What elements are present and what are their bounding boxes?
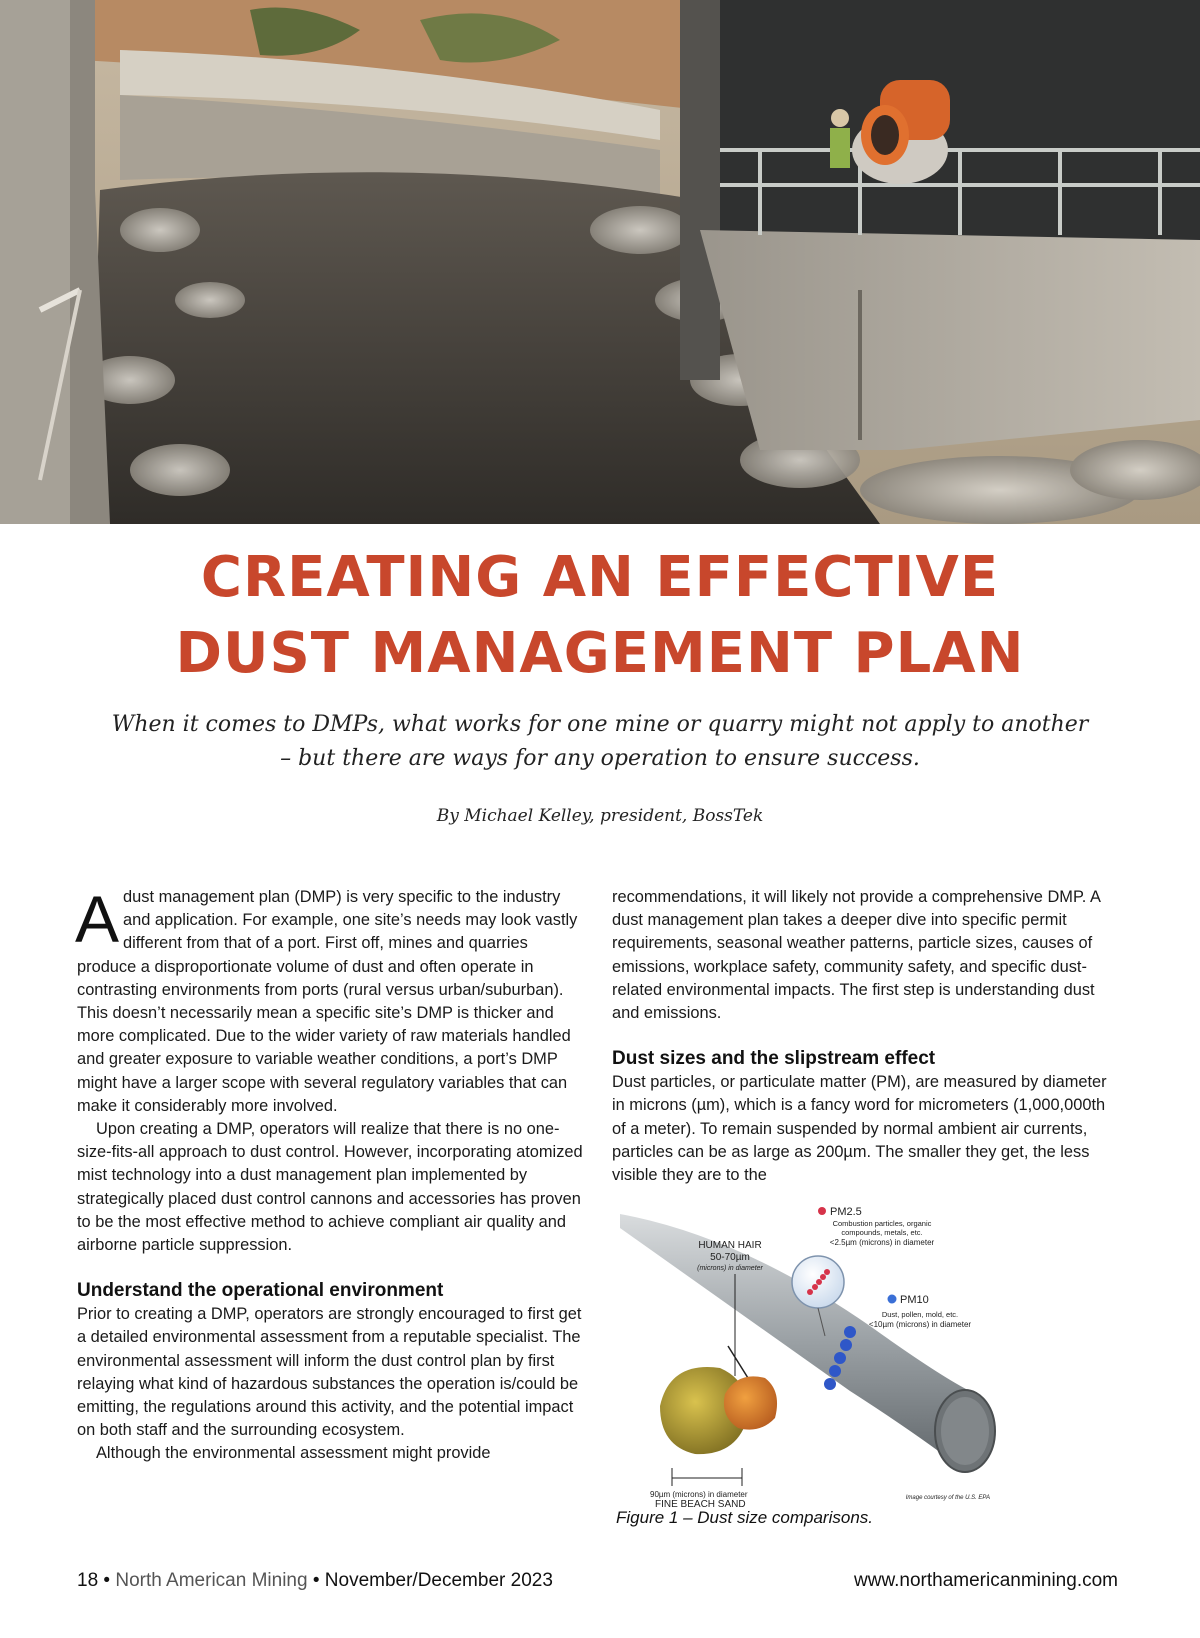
pm25-desc: Combustion particles, organic	[832, 1219, 932, 1228]
pm10-label: PM10	[900, 1294, 929, 1306]
page-number: 18	[77, 1570, 99, 1591]
left-column	[75, 882, 591, 1466]
right-column	[612, 886, 1122, 1187]
title-line-2: DUST MANAGEMENT PLAN	[175, 621, 1025, 686]
byline: By Michael Kelley, president, BossTek	[436, 806, 764, 826]
section-heading-operational-environment: Understand the operational environment	[77, 1280, 444, 1302]
hair-particle-illustration	[620, 1206, 1090, 1508]
image-credit: Image courtesy of the U.S. EPA	[905, 1495, 990, 1501]
sand-label: FINE BEACH SAND	[655, 1499, 746, 1508]
footer-bullet-2: •	[312, 1570, 320, 1591]
footer-left	[77, 1570, 553, 1592]
pm25-desc2: compounds, metals, etc.	[841, 1228, 923, 1237]
pm10-size: <10µm (microns) in diameter	[868, 1320, 972, 1329]
dust-size-figure	[620, 1206, 1090, 1508]
section-heading-dust-sizes: Dust sizes and the slipstream effect	[612, 1048, 936, 1070]
subtitle-line-1: When it comes to DMPs, what works for one mine or quarry might not apply to another	[111, 712, 1089, 737]
mine-site-photo-icon	[0, 0, 1200, 524]
pm25-size: <2.5µm (microns) in diameter	[829, 1238, 935, 1247]
paragraph-recommendations: recommendations, it will likely not provide a comprehensive DMP. A dust management plan takes a deeper dive into specific permit requirements, seasonal weather patterns, particle sizes, causes of emissions, workplace safety, community safety, and specific dust-related environmental impacts. The first step is understanding dust and emissions.	[612, 888, 1100, 1023]
pm25-label: PM2.5	[830, 1206, 862, 1218]
hair-size-label: 50-70µm	[710, 1252, 750, 1263]
hero-photo	[0, 0, 1200, 524]
paragraph-although: Although the environmental assessment might provide	[96, 1444, 491, 1463]
issue-date: November/December 2023	[324, 1570, 553, 1591]
title-line-1: CREATING AN EFFECTIVE	[200, 545, 1000, 610]
paragraph-assessment: Prior to creating a DMP, operators are strongly encouraged to first get a detailed environmental assessment from a reputable specialist. The environmental assessment will inform the dust control plan by first relaying what kind of hazardous substances the operation is/could be emitting, the regulations around this activity, and the potential impact on both staff and the surrounding ecosystem.	[77, 1305, 582, 1440]
publication-name: North American Mining	[115, 1570, 308, 1591]
article-title	[0, 540, 1200, 692]
footer-url[interactable]: www.northamericanmining.com	[854, 1570, 1118, 1591]
paragraph-dust-particles: Dust particles, or particulate matter (PM), are measured by diameter in microns (µm), which is a fancy word for micrometers (1,000,000th of a meter). To remain suspended by normal ambient air currents, particles can be as large as 200µm. The smaller they get, the less visible they are to the	[612, 1073, 1107, 1185]
pm25-dot-icon	[818, 1207, 826, 1215]
paragraph-intro	[75, 882, 591, 1118]
sand-size-label: 90µm (microns) in diameter	[650, 1490, 748, 1499]
figure-caption: Figure 1 – Dust size comparisons.	[616, 1508, 873, 1527]
hair-unit-label: (microns) in diameter	[697, 1265, 763, 1272]
pm10-desc: Dust, pollen, mold, etc.	[881, 1310, 959, 1319]
subtitle-line-2: – but there are ways for any operation to ensure success.	[280, 746, 920, 771]
paragraph-one-size: Upon creating a DMP, operators will realize that there is no one-size-fits-all approach to dust control. However, incorporating atomized mist technology into a dust management plan implemented by strategically placed dust control cannons and accessories has proven to be the most effective method to achieve compliant air quality and airborne particle suppression.	[77, 1120, 583, 1255]
footer-bullet: •	[103, 1570, 111, 1591]
drop-cap: A	[75, 882, 120, 956]
pm10-dot-icon	[888, 1295, 897, 1304]
hair-label: HUMAN HAIR	[698, 1240, 762, 1251]
article-subtitle	[100, 708, 1100, 776]
paragraph-intro-text: dust management plan (DMP) is very specific to the industry and application. For example, one site’s needs may look vastly different from that of a port. First off, mines and quarries produce a disproportionate volume of dust and often operate in contrasting environments from ports (rural versus urban/suburban). This doesn’t necessarily mean a specific site’s DMP is thicker and more complicated. Due to the wider variety of raw materials handled and greater exposure to variable weather conditions, a port’s DMP might have a larger scope with several regulatory variables that can make it considerably more involved.	[77, 888, 578, 1115]
